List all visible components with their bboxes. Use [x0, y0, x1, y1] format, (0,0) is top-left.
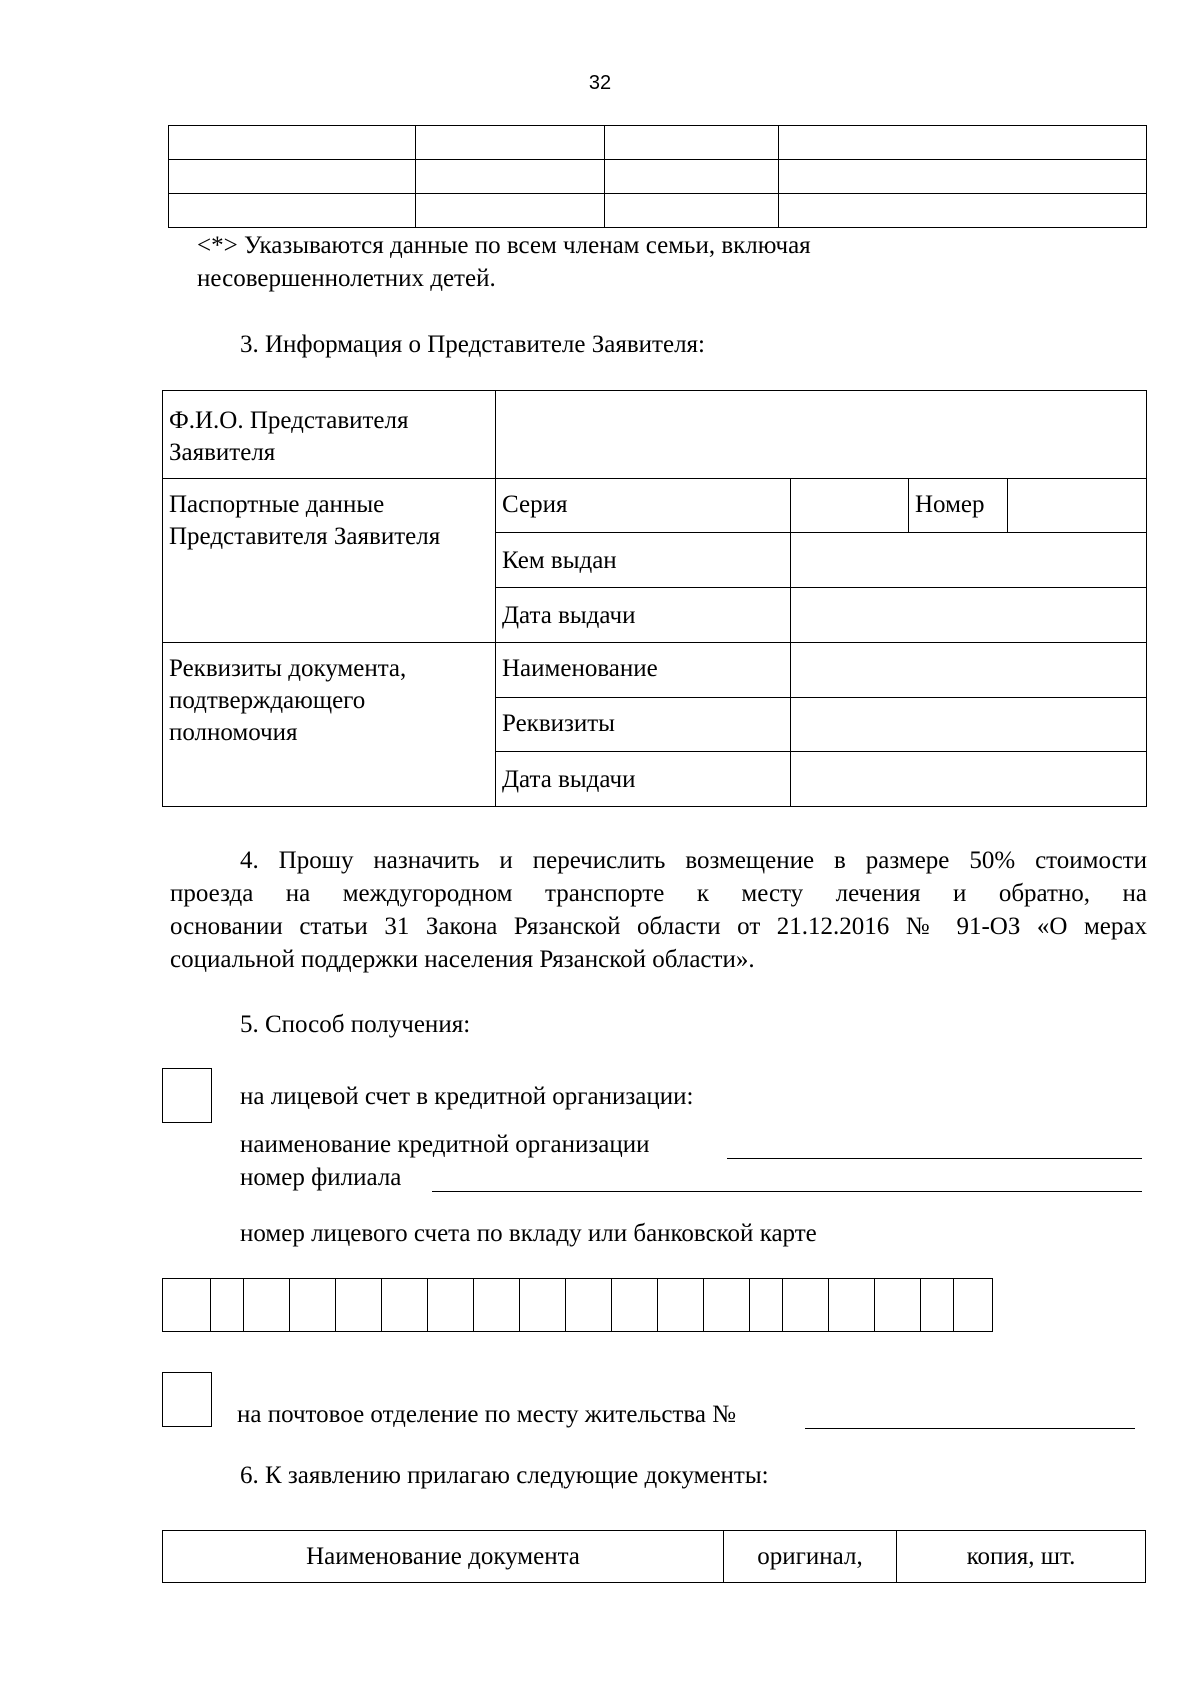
section3-heading: 3. Информация о Представителе Заявителя:: [240, 331, 705, 358]
fio-label-cell: [163, 391, 496, 479]
doc-label: полномочия: [169, 719, 298, 746]
table-cell[interactable]: [169, 160, 416, 194]
doc-requisites-label: Реквизиты: [502, 710, 615, 737]
fio-input[interactable]: [496, 391, 1147, 479]
section6-heading: 6. К заявлению прилагаю следующие документы:: [240, 1462, 769, 1489]
digit-cell[interactable]: [290, 1279, 336, 1332]
issue-date-input[interactable]: [791, 588, 1147, 643]
digit-cell[interactable]: [783, 1279, 829, 1332]
account-number-grid: [162, 1278, 993, 1332]
digit-cell[interactable]: [829, 1279, 875, 1332]
digit-cell[interactable]: [474, 1279, 520, 1332]
bank-name-label: наименование кредитной организации: [240, 1131, 650, 1158]
doc-name-header-text: Наименование документа: [306, 1542, 580, 1570]
section4-line: социальной поддержки населения Рязанской области».: [170, 946, 755, 973]
account-label: номер лицевого счета по вкладу или банковской карте: [240, 1220, 817, 1247]
doc-label: подтверждающего: [169, 687, 366, 714]
documents-table: [162, 1530, 1146, 1583]
digit-cell[interactable]: [704, 1279, 750, 1332]
footnote-line: несовершеннолетних детей.: [197, 265, 496, 292]
series-label-cell: [496, 479, 791, 533]
table-cell[interactable]: [605, 160, 779, 194]
table-cell[interactable]: [605, 126, 779, 160]
doc-date-label: Дата выдачи: [502, 766, 636, 793]
table-cell[interactable]: [779, 160, 1147, 194]
post-office-number-field[interactable]: [805, 1398, 1135, 1429]
table-cell[interactable]: [779, 194, 1147, 228]
digit-cell[interactable]: [954, 1279, 993, 1332]
digit-cell[interactable]: [211, 1279, 244, 1332]
passport-label-cell: [163, 479, 496, 643]
table-cell[interactable]: [169, 126, 416, 160]
doc-name-input[interactable]: [791, 643, 1147, 698]
footnote: [197, 229, 1147, 295]
issued-by-label: Кем выдан: [502, 547, 617, 574]
issue-date-label-cell: [496, 588, 791, 643]
doc-requisites-label-cell: [496, 698, 791, 752]
number-label-cell: [909, 479, 1008, 533]
digit-cell[interactable]: [244, 1279, 290, 1332]
issue-date-label: Дата выдачи: [502, 602, 636, 629]
doc-name-header: [163, 1531, 724, 1583]
digit-cell[interactable]: [566, 1279, 612, 1332]
section4-paragraph: [170, 844, 1147, 976]
page-number: 32: [588, 72, 612, 94]
doc-label-cell: [163, 643, 496, 807]
table-cell[interactable]: [779, 126, 1147, 160]
digit-cell[interactable]: [921, 1279, 954, 1332]
issued-by-input[interactable]: [791, 533, 1147, 588]
digit-cell[interactable]: [658, 1279, 704, 1332]
digit-cell[interactable]: [163, 1279, 211, 1332]
doc-requisites-input[interactable]: [791, 698, 1147, 752]
copy-header-text: копия, шт.: [966, 1542, 1076, 1570]
doc-name-label: Наименование: [502, 655, 658, 682]
table-cell[interactable]: [416, 160, 605, 194]
digit-cell[interactable]: [382, 1279, 428, 1332]
digit-cell[interactable]: [336, 1279, 382, 1332]
branch-label: номер филиала: [240, 1164, 402, 1191]
footnote-line: <*> Указываются данные по всем членам семьи, включая: [197, 232, 811, 259]
bank-account-checkbox[interactable]: [162, 1068, 212, 1123]
representative-table: [162, 390, 1147, 807]
doc-label: Реквизиты документа,: [169, 655, 407, 682]
branch-field[interactable]: [432, 1161, 1142, 1192]
series-input[interactable]: [791, 479, 909, 533]
family-members-table: [168, 125, 1147, 228]
copy-header: [897, 1531, 1146, 1583]
passport-label: Паспортные данные: [169, 491, 385, 518]
table-cell[interactable]: [169, 194, 416, 228]
table-cell[interactable]: [605, 194, 779, 228]
doc-name-label-cell: [496, 643, 791, 698]
fio-label: Ф.И.О. Представителя: [169, 407, 409, 434]
section5-heading: 5. Способ получения:: [240, 1011, 471, 1038]
number-input[interactable]: [1008, 479, 1147, 533]
doc-date-input[interactable]: [791, 752, 1147, 807]
digit-cell[interactable]: [750, 1279, 783, 1332]
issued-by-label-cell: [496, 533, 791, 588]
original-header-text: оригинал,: [757, 1542, 863, 1570]
passport-label: Представителя Заявителя: [169, 523, 441, 550]
digit-cell[interactable]: [875, 1279, 921, 1332]
digit-cell[interactable]: [612, 1279, 658, 1332]
digit-cell[interactable]: [428, 1279, 474, 1332]
original-header: [724, 1531, 897, 1583]
series-label: Серия: [502, 491, 568, 518]
post-office-checkbox[interactable]: [162, 1372, 212, 1427]
section4-line: 4. Прошу назначить и перечислить возмещение в размере 50% стоимости: [240, 847, 1147, 874]
section4-line: основании статьи 31 Закона Рязанской области от 21.12.2016 № 91-ОЗ «О мерах: [170, 913, 1147, 940]
digit-cell[interactable]: [520, 1279, 566, 1332]
table-cell[interactable]: [416, 194, 605, 228]
bank-name-field[interactable]: [727, 1128, 1142, 1159]
fio-label: Заявителя: [169, 439, 276, 466]
section4-line: проезда на междугородном транспорте к месту лечения и обратно, на: [170, 880, 1147, 907]
number-label: Номер: [915, 491, 985, 518]
table-cell[interactable]: [416, 126, 605, 160]
doc-date-label-cell: [496, 752, 791, 807]
option1-label: на лицевой счет в кредитной организации:: [240, 1083, 694, 1110]
option2-label: на почтовое отделение по месту жительства №: [237, 1401, 737, 1428]
